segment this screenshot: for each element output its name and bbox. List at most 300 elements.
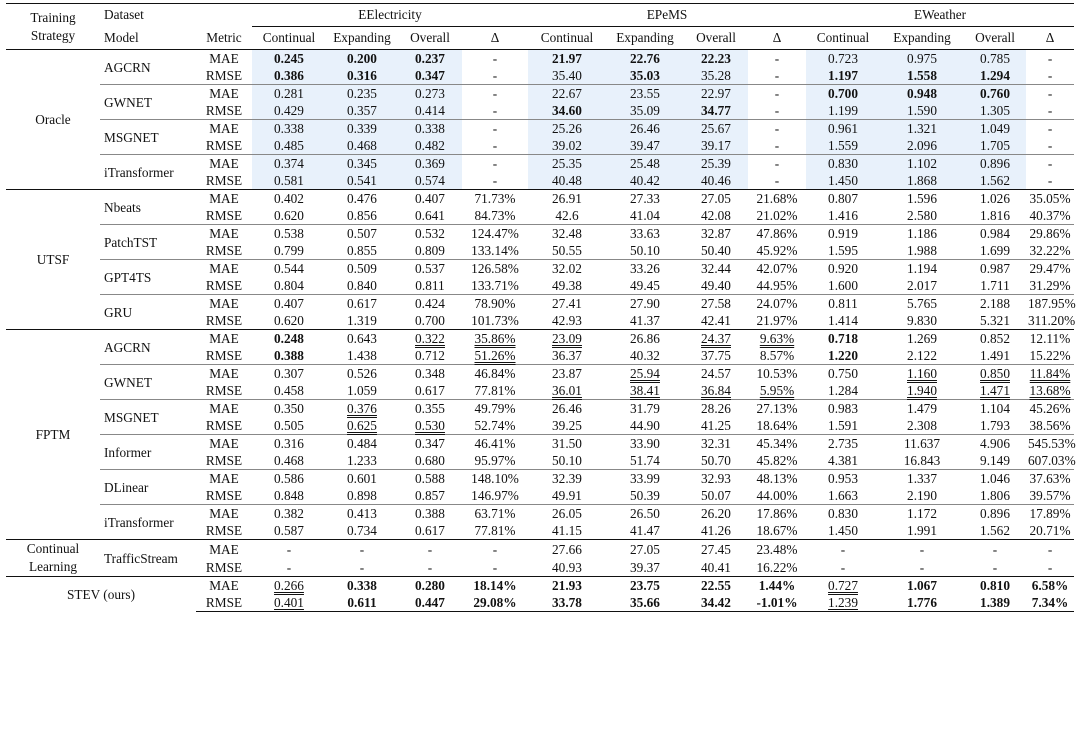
value-text: 1.558 [907, 68, 937, 83]
value-cell [880, 190, 964, 208]
value-cell [748, 558, 806, 577]
value-cell [398, 102, 462, 120]
value-cell [462, 522, 528, 540]
value-text: 1.046 [980, 471, 1010, 486]
value-cell [806, 295, 880, 313]
value-cell [326, 295, 398, 313]
value-cell [1026, 277, 1074, 295]
value-cell [398, 417, 462, 435]
value-cell [748, 577, 806, 595]
value-text: 23.09 [552, 331, 582, 346]
value-cell [398, 594, 462, 612]
metric-label: MAE [196, 505, 252, 523]
value-text: 0.355 [415, 401, 445, 416]
value-text: 0.538 [274, 226, 304, 241]
value-cell [1026, 470, 1074, 488]
value-cell [528, 277, 606, 295]
value-cell [748, 120, 806, 138]
value-text: 25.35 [552, 156, 582, 171]
value-cell [748, 67, 806, 85]
value-cell [462, 85, 528, 103]
metric-label: MAE [196, 295, 252, 313]
value-text: 0.458 [274, 383, 304, 398]
value-cell [684, 400, 748, 418]
value-text: 26.86 [630, 331, 660, 346]
value-text: 13.68% [1029, 383, 1071, 398]
value-cell [252, 382, 326, 400]
value-cell [880, 50, 964, 68]
value-text: 1.305 [980, 103, 1010, 118]
metric-label: MAE [196, 435, 252, 453]
value-text: 34.60 [552, 103, 582, 118]
value-text: 42.07% [756, 261, 798, 276]
value-cell [606, 190, 684, 208]
value-text: 0.273 [415, 86, 445, 101]
value-cell [748, 260, 806, 278]
value-text: 0.338 [274, 121, 304, 136]
table-row [6, 330, 1074, 348]
value-text: 0.339 [347, 121, 377, 136]
value-cell [684, 522, 748, 540]
value-text: 50.40 [701, 243, 731, 258]
value-text: 2.096 [907, 138, 937, 153]
value-text: 1.220 [828, 348, 858, 363]
value-cell [252, 365, 326, 383]
value-text: 0.809 [415, 243, 445, 258]
value-text: 1.269 [907, 331, 937, 346]
model-name: MSGNET [100, 400, 196, 435]
value-text: 44.95% [756, 278, 798, 293]
value-text: 1.389 [980, 595, 1010, 610]
value-cell [806, 487, 880, 505]
value-text: 5.321 [980, 313, 1010, 328]
header-col-expanding: Expanding [880, 27, 964, 50]
value-text: 16.843 [903, 453, 941, 468]
value-cell [684, 225, 748, 243]
value-cell [684, 330, 748, 348]
value-text: 0.407 [415, 191, 445, 206]
value-text: 52.74% [474, 418, 516, 433]
value-text: 40.42 [630, 173, 660, 188]
table-row [6, 400, 1074, 418]
value-text: 0.484 [347, 436, 377, 451]
value-cell [806, 207, 880, 225]
value-text: 0.896 [980, 156, 1010, 171]
value-text: 45.34% [756, 436, 798, 451]
value-text: 29.86% [1029, 226, 1071, 241]
value-cell [398, 85, 462, 103]
value-cell [326, 277, 398, 295]
value-text: 50.10 [552, 453, 582, 468]
value-cell [462, 540, 528, 559]
value-cell [462, 558, 528, 577]
metric-label: RMSE [196, 594, 252, 612]
value-cell [748, 207, 806, 225]
metric-label: MAE [196, 470, 252, 488]
value-cell [606, 540, 684, 559]
value-cell [684, 470, 748, 488]
value-text: 1.699 [980, 243, 1010, 258]
value-cell [1026, 522, 1074, 540]
value-text: 32.02 [552, 261, 582, 276]
value-cell [326, 558, 398, 577]
value-cell [606, 594, 684, 612]
value-text: 21.97% [756, 313, 798, 328]
value-text: 11.637 [903, 436, 941, 451]
value-text: 1.471 [980, 383, 1010, 398]
value-cell [964, 225, 1026, 243]
value-text: 25.48 [630, 156, 660, 171]
value-text: 0.266 [274, 578, 304, 593]
value-text: 1.600 [828, 278, 858, 293]
value-cell [606, 260, 684, 278]
value-cell [684, 260, 748, 278]
value-text: 1.491 [980, 348, 1010, 363]
value-cell [964, 277, 1026, 295]
value-text: 0.248 [274, 331, 304, 346]
value-cell [326, 417, 398, 435]
value-text: - [492, 156, 498, 171]
value-text: 37.75 [701, 348, 731, 363]
value-text: - [492, 103, 498, 118]
value-cell [606, 225, 684, 243]
header-col-continual: Continual [528, 27, 606, 50]
value-cell [528, 347, 606, 365]
value-text: 0.804 [274, 278, 304, 293]
value-cell [398, 435, 462, 453]
value-text: 0.407 [274, 296, 304, 311]
value-text: 44.00% [756, 488, 798, 503]
value-cell [748, 172, 806, 190]
value-cell [326, 260, 398, 278]
metric-label: RMSE [205, 313, 243, 328]
value-text: 42.08 [701, 208, 731, 223]
value-cell [606, 400, 684, 418]
value-text: 1.319 [347, 313, 377, 328]
model-name: TrafficStream [100, 540, 196, 577]
value-cell [528, 120, 606, 138]
value-cell [606, 382, 684, 400]
value-cell [326, 137, 398, 155]
value-cell [748, 435, 806, 453]
value-text: 1.559 [828, 138, 858, 153]
value-text: 49.91 [552, 488, 582, 503]
value-cell [964, 295, 1026, 313]
value-cell [326, 400, 398, 418]
value-cell [684, 67, 748, 85]
value-text: 0.281 [274, 86, 304, 101]
value-text: 35.09 [630, 103, 660, 118]
value-cell [1026, 190, 1074, 208]
value-text: 0.350 [274, 401, 304, 416]
value-cell [806, 577, 880, 595]
value-cell [1026, 137, 1074, 155]
value-cell [252, 172, 326, 190]
value-cell [684, 365, 748, 383]
value-cell [806, 540, 880, 559]
value-cell [252, 137, 326, 155]
value-cell [684, 295, 748, 313]
value-text: 0.983 [828, 401, 858, 416]
value-text: 0.617 [415, 523, 445, 538]
value-text: 1.067 [907, 578, 937, 593]
value-cell [528, 452, 606, 470]
value-text: 0.799 [274, 243, 304, 258]
metric-label: MAE [196, 365, 252, 383]
value-cell [252, 190, 326, 208]
value-text: 77.81% [474, 523, 516, 538]
value-text: - [1047, 86, 1053, 101]
value-text: 1.059 [347, 383, 377, 398]
model-name: iTransformer [100, 505, 196, 540]
value-text: 0.447 [415, 595, 445, 610]
value-cell [880, 487, 964, 505]
value-text: 46.84% [474, 366, 516, 381]
table-row [6, 470, 1074, 488]
value-cell [398, 67, 462, 85]
value-text: 34.77 [701, 103, 731, 118]
value-cell [684, 487, 748, 505]
value-text: 63.71% [474, 506, 516, 521]
value-cell [326, 120, 398, 138]
value-text: 18.14% [473, 578, 517, 593]
value-text: 0.896 [980, 506, 1010, 521]
value-cell [326, 577, 398, 595]
value-text: -1.01% [756, 595, 798, 610]
value-text: 0.235 [347, 86, 377, 101]
value-text: 0.347 [415, 68, 445, 83]
value-text: 26.50 [630, 506, 660, 521]
value-cell [528, 505, 606, 523]
value-cell [252, 417, 326, 435]
value-text: 0.544 [274, 261, 304, 276]
value-cell [398, 50, 462, 68]
value-text: 26.46 [630, 121, 660, 136]
value-cell [252, 295, 326, 313]
value-cell [462, 505, 528, 523]
value-text: 0.482 [415, 138, 445, 153]
value-text: - [840, 541, 846, 557]
value-cell [462, 277, 528, 295]
value-cell [880, 312, 964, 330]
value-text: 1.940 [907, 383, 937, 398]
value-cell [880, 225, 964, 243]
value-text: 0.357 [347, 103, 377, 118]
value-cell [684, 50, 748, 68]
value-cell [748, 452, 806, 470]
results-table [6, 3, 1074, 612]
value-cell [1026, 155, 1074, 173]
value-cell [528, 382, 606, 400]
value-cell [964, 102, 1026, 120]
value-text: 0.485 [274, 138, 304, 153]
value-text: 1.172 [907, 506, 937, 521]
value-cell [252, 347, 326, 365]
value-text: 27.13% [756, 401, 798, 416]
value-cell [528, 260, 606, 278]
value-text: 1.479 [907, 401, 937, 416]
model-name: GWNET [100, 85, 196, 120]
value-text: 1.991 [907, 523, 937, 538]
value-text: 1.590 [907, 103, 937, 118]
value-cell [964, 522, 1026, 540]
value-cell [684, 172, 748, 190]
value-text: 41.26 [701, 523, 731, 538]
value-cell [252, 522, 326, 540]
value-text: 27.90 [630, 296, 660, 311]
value-text: 0.718 [828, 331, 858, 346]
value-cell [462, 435, 528, 453]
value-cell [398, 558, 462, 577]
value-cell [806, 312, 880, 330]
value-text: - [1047, 156, 1053, 171]
metric-label: MAE [196, 120, 252, 138]
value-cell [528, 470, 606, 488]
value-text: 10.53% [756, 366, 798, 381]
value-text: 25.26 [552, 121, 582, 136]
value-cell [398, 540, 462, 559]
value-text: - [492, 121, 498, 136]
value-cell [964, 347, 1026, 365]
value-text: 0.369 [415, 156, 445, 171]
value-cell [398, 577, 462, 595]
value-cell [398, 172, 462, 190]
metric-label: MAE [196, 260, 252, 278]
value-cell [806, 260, 880, 278]
value-cell [748, 85, 806, 103]
value-cell [326, 85, 398, 103]
value-text: 0.526 [347, 366, 377, 381]
strategy-label: Continual Learning [6, 540, 100, 577]
value-cell [606, 137, 684, 155]
value-cell [806, 225, 880, 243]
value-text: 39.57% [1029, 488, 1071, 503]
model-name: DLinear [100, 470, 196, 505]
value-text: 12.11% [1029, 331, 1071, 346]
value-cell [326, 67, 398, 85]
value-text: 8.57% [759, 348, 795, 363]
value-text: 1.438 [347, 348, 377, 363]
value-cell [528, 225, 606, 243]
value-cell [880, 207, 964, 225]
value-text: 42.41 [701, 313, 731, 328]
value-cell [326, 522, 398, 540]
value-text: 148.10% [471, 471, 519, 486]
value-cell [606, 522, 684, 540]
value-text: 24.07% [756, 296, 798, 311]
header-col-continual: Continual [252, 27, 326, 50]
value-text: - [919, 559, 925, 575]
value-cell [606, 102, 684, 120]
value-cell [1026, 487, 1074, 505]
value-text: 36.37 [552, 348, 582, 363]
value-text: 0.961 [828, 121, 858, 136]
value-cell [880, 137, 964, 155]
value-text: - [359, 559, 365, 575]
value-cell [880, 277, 964, 295]
value-text: - [427, 559, 433, 575]
value-cell [398, 330, 462, 348]
value-cell [528, 558, 606, 577]
value-cell [462, 400, 528, 418]
header-col-delta: Δ [1026, 27, 1074, 50]
value-text: 26.46 [552, 401, 582, 416]
value-text: - [1047, 138, 1053, 153]
value-cell [528, 137, 606, 155]
value-text: 36.84 [701, 383, 731, 398]
value-cell [528, 295, 606, 313]
value-text: 1.104 [980, 401, 1010, 416]
value-text: 0.424 [415, 296, 445, 311]
value-text: 0.316 [347, 68, 377, 83]
value-cell [748, 487, 806, 505]
value-text: - [774, 51, 780, 66]
value-text: 32.22% [1029, 243, 1071, 258]
value-text: 1.197 [828, 68, 858, 83]
value-text: 0.541 [347, 173, 377, 188]
value-cell [748, 155, 806, 173]
value-text: 1.160 [907, 366, 937, 381]
value-cell [252, 330, 326, 348]
value-text: - [992, 559, 998, 575]
model-name: GWNET [100, 365, 196, 400]
value-cell [462, 452, 528, 470]
value-cell [252, 225, 326, 243]
value-cell [462, 102, 528, 120]
value-cell [748, 505, 806, 523]
value-cell [252, 260, 326, 278]
value-text: 1.988 [907, 243, 937, 258]
value-cell [398, 365, 462, 383]
model-name: PatchTST [100, 225, 196, 260]
value-text: 0.807 [828, 191, 858, 206]
value-cell [326, 242, 398, 260]
table-row [6, 260, 1074, 278]
value-cell [606, 487, 684, 505]
value-text: 0.811 [415, 278, 445, 293]
value-text: 0.200 [347, 51, 377, 66]
value-text: 49.79% [474, 401, 516, 416]
value-text: 21.68% [756, 191, 798, 206]
value-cell [326, 435, 398, 453]
table-row [6, 365, 1074, 383]
model-name: Nbeats [100, 190, 196, 225]
value-text: 33.63 [630, 226, 660, 241]
value-cell [1026, 242, 1074, 260]
value-cell [398, 120, 462, 138]
value-text: 22.23 [701, 51, 731, 66]
header-col-continual: Continual [806, 27, 880, 50]
value-cell [398, 155, 462, 173]
value-cell [326, 225, 398, 243]
value-cell [606, 347, 684, 365]
value-cell [462, 417, 528, 435]
value-text: 187.95% [1028, 296, 1076, 311]
value-text: 35.28 [701, 68, 731, 83]
value-text: 0.338 [415, 121, 445, 136]
value-text: 0.476 [347, 191, 377, 206]
value-text: 1.049 [980, 121, 1010, 136]
value-cell [528, 487, 606, 505]
value-text: 27.05 [701, 191, 731, 206]
value-cell [606, 207, 684, 225]
value-text: 0.537 [415, 261, 445, 276]
value-text: 31.50 [552, 436, 582, 451]
header-strategy: Training Strategy [6, 4, 100, 50]
value-cell [398, 452, 462, 470]
value-text: - [286, 559, 292, 575]
value-cell [806, 277, 880, 295]
